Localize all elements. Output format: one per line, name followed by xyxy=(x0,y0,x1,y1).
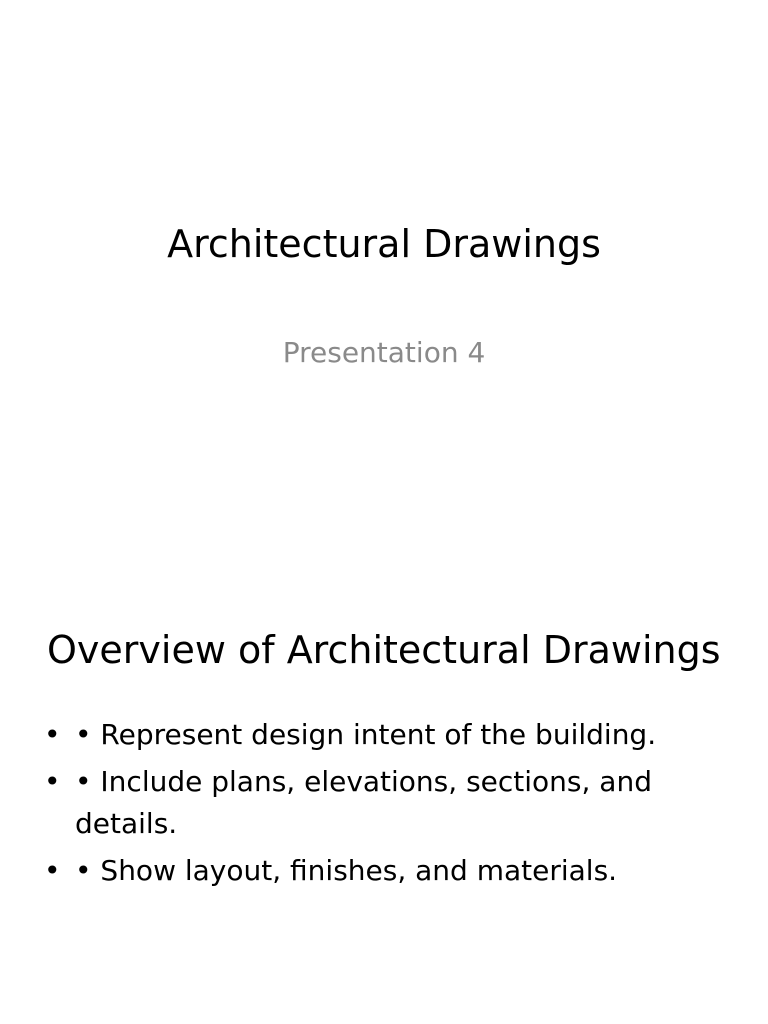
bullet-marker: • xyxy=(44,718,61,751)
presentation-subtitle: Presentation 4 xyxy=(282,336,486,369)
presentation-title: Architectural Drawings xyxy=(167,222,601,266)
bullet-text: • Include plans, elevations, sections, and details. xyxy=(75,765,652,840)
list-item xyxy=(44,761,684,845)
list-item xyxy=(44,850,684,892)
list-item xyxy=(44,714,684,756)
bullet-marker: • xyxy=(44,765,61,798)
bullet-list xyxy=(44,714,684,897)
overview-slide xyxy=(0,576,768,1024)
bullet-text: • Represent design intent of the building. xyxy=(75,718,657,751)
bullet-text: • Show layout, finishes, and materials. xyxy=(75,854,618,887)
bullet-marker: • xyxy=(44,854,61,887)
slide-title: Overview of Architectural Drawings xyxy=(47,628,721,672)
